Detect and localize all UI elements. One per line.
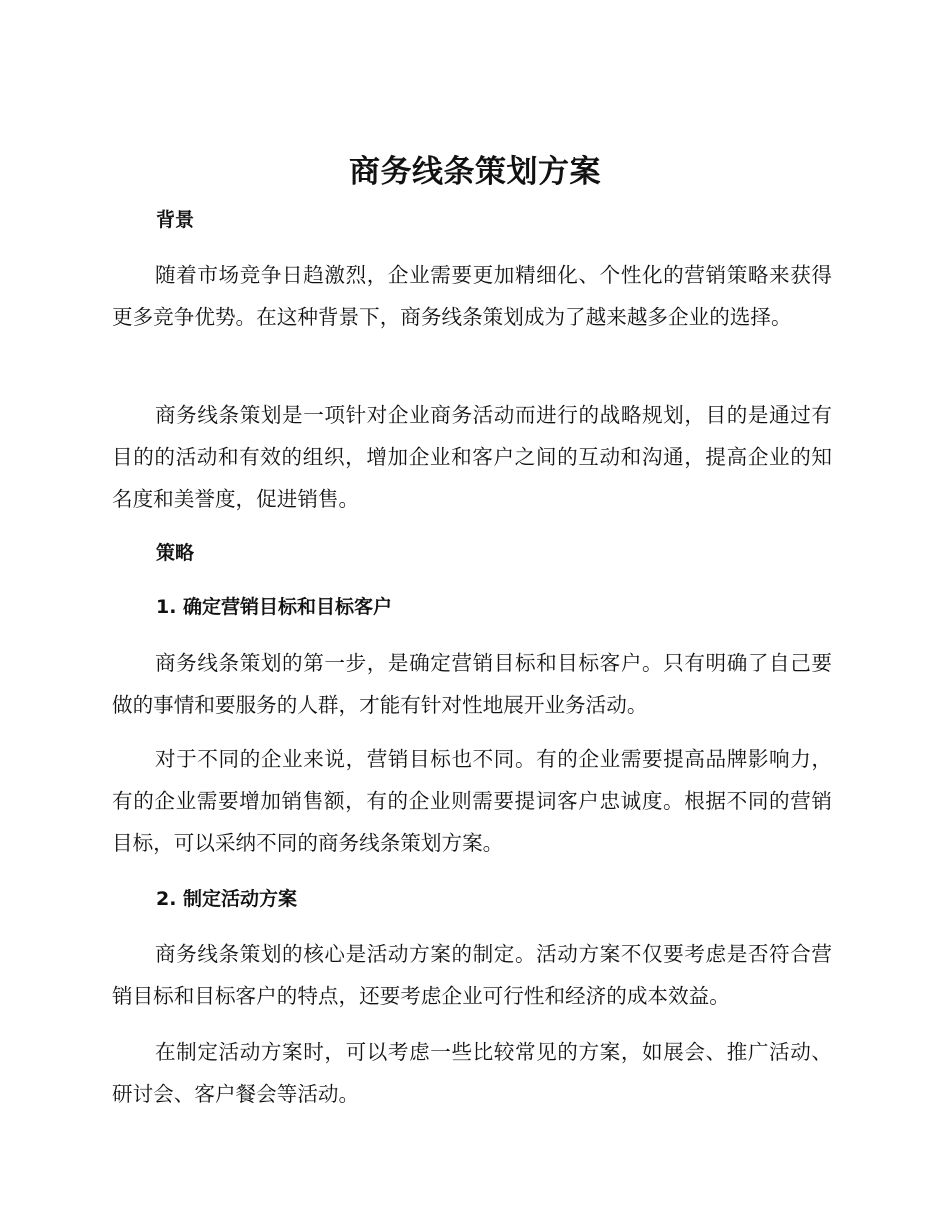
document-title: 商务线条策划方案 — [349, 154, 601, 190]
subsection-heading-1: 1. 确定营销目标和目标客户 — [156, 596, 393, 618]
subsection-2-paragraph-1: 商务线条策划的核心是活动方案的制定。活动方案不仅要考虑是否符合营销目标和目标客户的特点，还要考虑企业可行性和经济的成本效益。 — [112, 942, 832, 1008]
section-heading-background: 背景 — [156, 209, 195, 231]
subsection-2-paragraph-2: 在制定活动方案时，可以考虑一些比较常见的方案，如展会、推广活动、研讨会、客户餐会等活动。 — [112, 1040, 832, 1106]
background-paragraph-2: 商务线条策划是一项针对企业商务活动而进行的战略规划，目的是通过有目的的活动和有效的组织，增加企业和客户之间的互动和沟通，提高企业的知名度和美誉度，促进销售。 — [112, 403, 832, 511]
subsection-1-paragraph-1: 商务线条策划的第一步，是确定营销目标和目标客户。只有明确了自己要做的事情和要服务的人群，才能有针对性地展开业务活动。 — [112, 651, 832, 717]
background-paragraph-1: 随着市场竞争日趋激烈，企业需要更加精细化、个性化的营销策略来获得更多竞争优势。在这种背景下，商务线条策划成为了越来越多企业的选择。 — [112, 263, 832, 329]
subsection-heading-2: 2. 制定活动方案 — [156, 888, 298, 910]
subsection-1-paragraph-2: 对于不同的企业来说，营销目标也不同。有的企业需要提高品牌影响力，有的企业需要增加销售额，有的企业则需要提词客户忠诚度。根据不同的营销目标，可以采纳不同的商务线条策划方案。 — [112, 747, 832, 855]
section-heading-strategy: 策略 — [156, 542, 195, 564]
